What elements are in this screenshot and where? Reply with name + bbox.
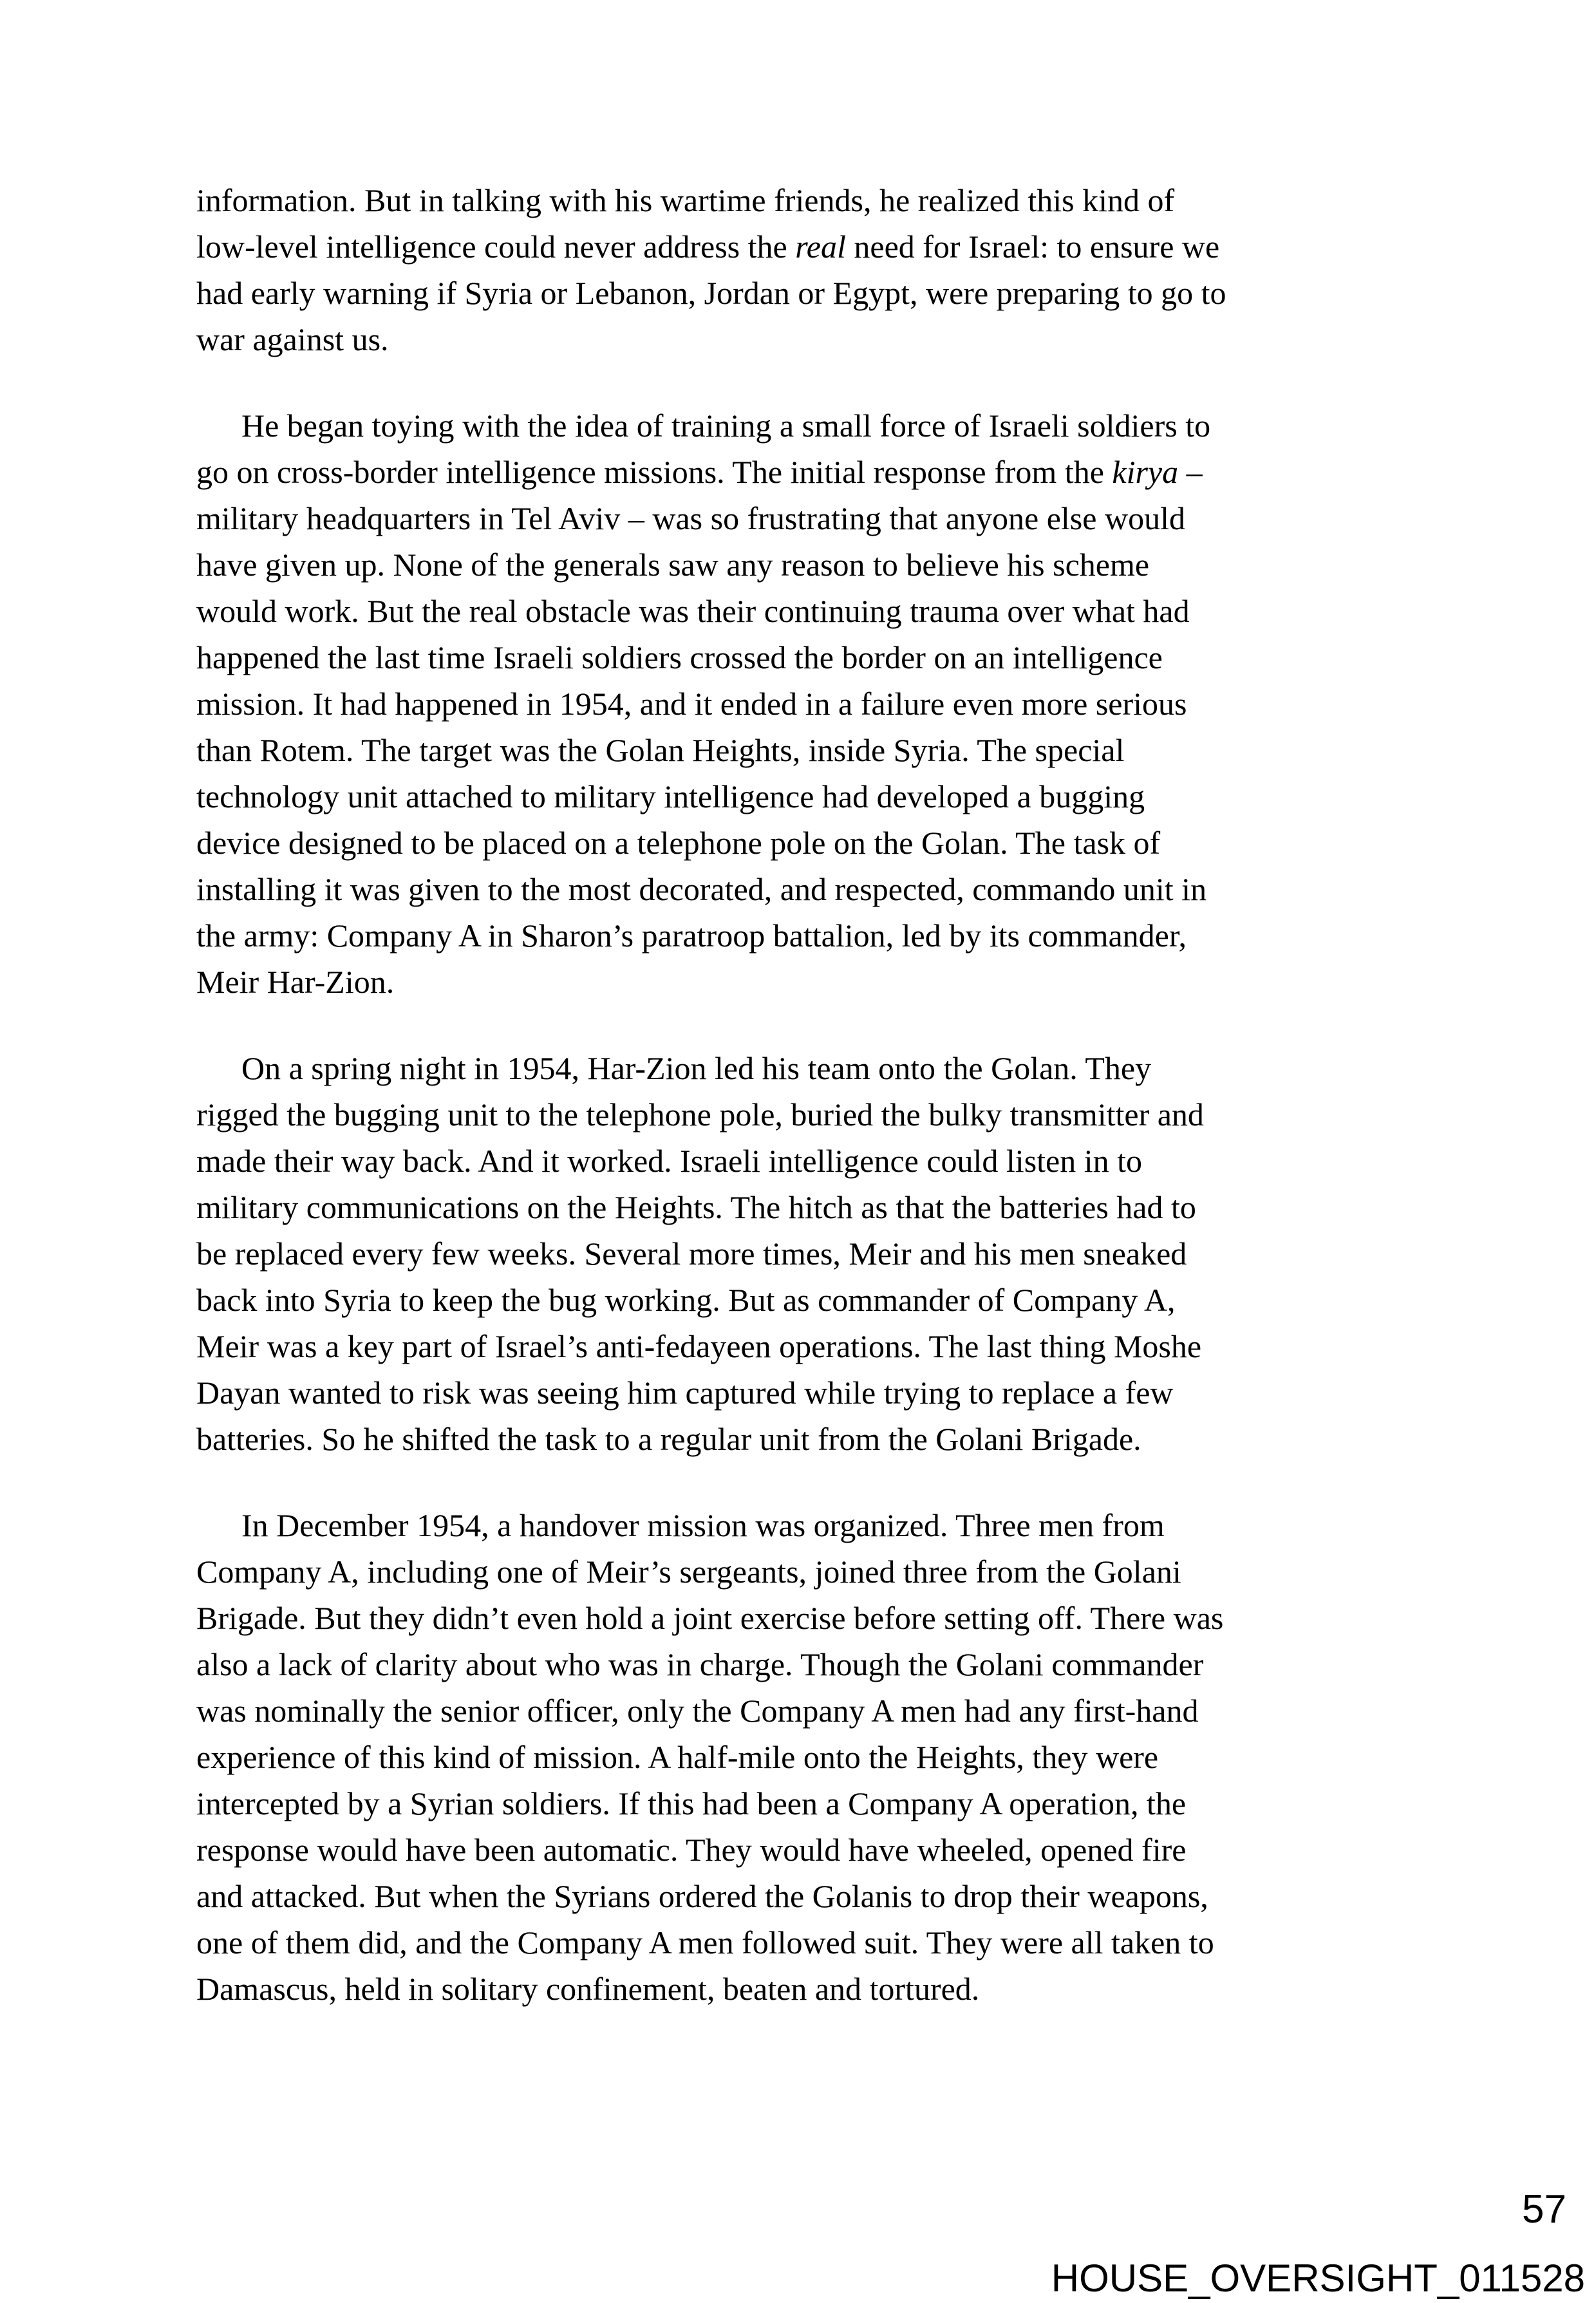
body-text	[196, 177, 1427, 2012]
text-line: military headquarters in Tel Aviv – was so frustrating that anyone else would	[196, 500, 1185, 536]
text-line: Damascus, held in solitary confinement, beaten and tortured.	[196, 1971, 980, 2007]
text-line: be replaced every few weeks. Several more times, Meir and his men sneaked	[196, 1236, 1187, 1272]
text-line: happened the last time Israeli soldiers crossed the border on an intelligence	[196, 639, 1163, 675]
text-line: made their way back. And it worked. Israeli intelligence could listen in to	[196, 1143, 1143, 1179]
text-line: war against us.	[196, 321, 389, 357]
text-line: low-level intelligence could never address the real need for Israel: to ensure we	[196, 229, 1220, 265]
page-number: 57	[1522, 2187, 1566, 2232]
text-line: go on cross-border intelligence missions. The initial response from the kirya –	[196, 454, 1203, 490]
text-line: intercepted by a Syrian soldiers. If this had been a Company A operation, the	[196, 1785, 1187, 1821]
text-line: He began toying with the idea of training a small force of Israeli soldiers to	[241, 408, 1211, 444]
text-line: back into Syria to keep the bug working. But as commander of Company A,	[196, 1282, 1176, 1318]
text-line: installing it was given to the most decorated, and respected, commando unit in	[196, 871, 1207, 907]
text-line: had early warning if Syria or Lebanon, Jordan or Egypt, were preparing to go to	[196, 275, 1226, 311]
bates-stamp: HOUSE_OVERSIGHT_011528	[1051, 2257, 1585, 2300]
text-line: technology unit attached to military intelligence had developed a bugging	[196, 778, 1145, 814]
text-line: device designed to be placed on a telephone pole on the Golan. The task of	[196, 825, 1161, 861]
text-line: Company A, including one of Meir’s sergeants, joined three from the Golani	[196, 1554, 1181, 1590]
text-line: Meir Har-Zion.	[196, 964, 395, 1000]
text-line: batteries. So he shifted the task to a regular unit from the Golani Brigade.	[196, 1421, 1141, 1457]
text-line: mission. It had happened in 1954, and it ended in a failure even more serious	[196, 686, 1187, 722]
text-line: military communications on the Heights. The hitch as that the batteries had to	[196, 1189, 1196, 1225]
text-line: On a spring night in 1954, Har-Zion led his team onto the Golan. They	[241, 1050, 1152, 1086]
paragraph	[196, 177, 1427, 362]
text-line: rigged the bugging unit to the telephone pole, buried the bulky transmitter and	[196, 1096, 1204, 1133]
text-line: and attacked. But when the Syrians ordered the Golanis to drop their weapons,	[196, 1878, 1208, 1914]
text-line: experience of this kind of mission. A half-mile onto the Heights, they were	[196, 1739, 1159, 1775]
text-line: information. But in talking with his wartime friends, he realized this kind of	[196, 182, 1175, 218]
text-line: Dayan wanted to risk was seeing him captured while trying to replace a few	[196, 1375, 1174, 1411]
paragraph	[196, 402, 1427, 1005]
text-line: one of them did, and the Company A men followed suit. They were all taken to	[196, 1924, 1214, 1960]
text-line: the army: Company A in Sharon’s paratroop battalion, led by its commander,	[196, 917, 1187, 954]
text-line: In December 1954, a handover mission was organized. Three men from	[241, 1507, 1165, 1543]
text-line: also a lack of clarity about who was in charge. Though the Golani commander	[196, 1646, 1204, 1682]
text-line: Brigade. But they didn’t even hold a joint exercise before setting off. There was	[196, 1600, 1224, 1636]
paragraph	[196, 1502, 1427, 2012]
paragraph	[196, 1045, 1427, 1462]
text-line: have given up. None of the generals saw any reason to believe his scheme	[196, 547, 1150, 583]
text-line: response would have been automatic. They would have wheeled, opened fire	[196, 1832, 1187, 1868]
text-line: than Rotem. The target was the Golan Heights, inside Syria. The special	[196, 732, 1125, 768]
text-line: Meir was a key part of Israel’s anti-fedayeen operations. The last thing Moshe	[196, 1328, 1202, 1364]
text-line: would work. But the real obstacle was their continuing trauma over what had	[196, 593, 1190, 629]
text-line: was nominally the senior officer, only the Company A men had any first-hand	[196, 1693, 1199, 1729]
